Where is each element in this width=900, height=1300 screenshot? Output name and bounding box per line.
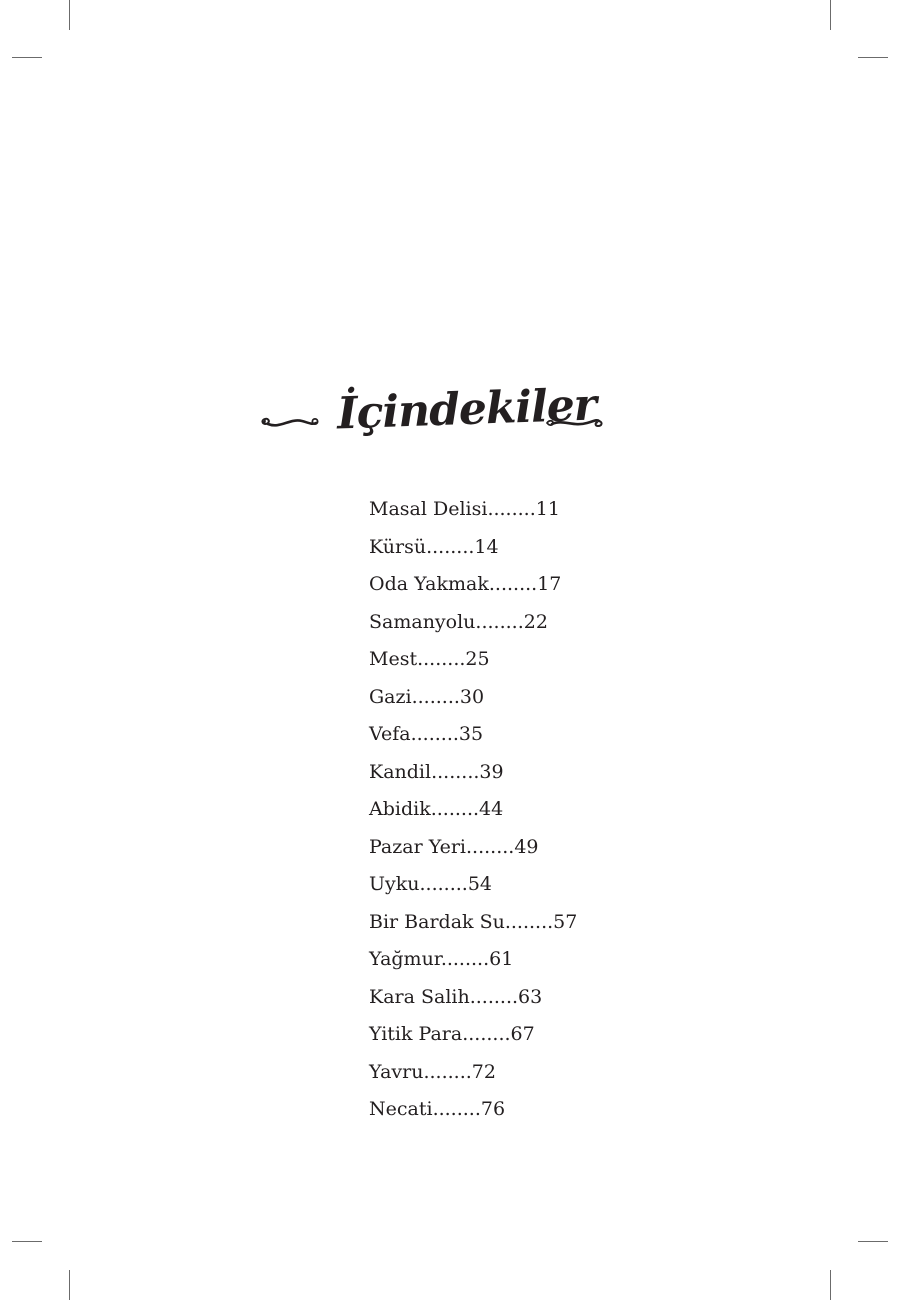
- toc-entry: [369, 1096, 577, 1134]
- crop-mark-bottom-left-horizontal: [12, 1241, 42, 1242]
- crop-mark-bottom-right-horizontal: [858, 1241, 888, 1242]
- toc-entry-title: Yavru: [369, 1060, 424, 1083]
- swirl-ornament-icon: [543, 415, 605, 431]
- toc-entry-page: 67: [510, 1023, 535, 1045]
- toc-entry: [369, 871, 577, 909]
- toc-entry: [369, 609, 577, 647]
- toc-entry-leader: ........: [469, 985, 519, 1008]
- toc-entry-leader: ........: [430, 798, 480, 820]
- toc-entry: [369, 834, 577, 872]
- swirl-ornament-icon: [258, 415, 320, 431]
- toc-entry-title: Oda Yakmak: [369, 573, 489, 595]
- toc-entry-page: 76: [480, 1098, 506, 1120]
- toc-entry-leader: ........: [488, 573, 538, 595]
- toc-entry-leader: ........: [432, 1098, 481, 1120]
- toc-entry-page: 39: [479, 760, 504, 783]
- toc-entry-leader: ........: [504, 910, 554, 933]
- toc-entry-page: 72: [471, 1060, 496, 1083]
- crop-mark-top-right-horizontal: [858, 57, 888, 58]
- toc-entry-title: Mest: [369, 648, 418, 670]
- toc-entry: [369, 759, 577, 797]
- toc-entry-page: 11: [535, 498, 560, 520]
- toc-entry-leader: ........: [410, 723, 459, 745]
- toc-entry: [369, 496, 577, 534]
- toc-entry-title: Kandil: [369, 760, 432, 783]
- toc-entry-title: Pazar Yeri: [369, 835, 467, 858]
- toc-entry-page: 63: [518, 985, 543, 1008]
- toc-entry-title: Kara Salih: [369, 985, 470, 1008]
- toc-entry-page: 22: [523, 610, 548, 633]
- toc-entry-page: 61: [489, 948, 514, 970]
- toc-entry-leader: ........: [475, 610, 524, 633]
- toc-entry-title: Uyku: [369, 873, 420, 895]
- toc-entry-title: Vefa: [369, 723, 411, 745]
- toc-entry-page: 17: [537, 573, 562, 595]
- toc-entry: [369, 571, 577, 609]
- toc-entry-leader: ........: [426, 535, 475, 558]
- toc-entry-title: Necati: [369, 1098, 433, 1120]
- toc-entry: [369, 946, 577, 984]
- toc-entry-leader: ........: [487, 498, 536, 520]
- toc-entry: [369, 796, 577, 834]
- toc-entry: [369, 1021, 577, 1059]
- toc-entry-leader: ........: [423, 1060, 472, 1083]
- toc-entry-title: Yitik Para: [369, 1023, 463, 1045]
- crop-mark-top-left-horizontal: [12, 57, 42, 58]
- toc-entry: [369, 684, 577, 722]
- toc-entry-title: Yağmur: [369, 948, 441, 970]
- toc-entry: [369, 721, 577, 759]
- toc-entry-page: 54: [467, 873, 493, 895]
- toc-entry-leader: ........: [466, 835, 515, 858]
- toc-list: [369, 496, 577, 1134]
- toc-entry-page: 57: [553, 910, 578, 933]
- toc-entry-leader: ........: [419, 873, 468, 895]
- crop-mark-bottom-right-vertical: [830, 1270, 831, 1300]
- toc-entry-page: 30: [459, 685, 485, 708]
- toc-entry: [369, 1059, 577, 1097]
- toc-entry-title: Masal Delisi: [369, 498, 488, 520]
- crop-mark-top-left-vertical: [69, 0, 70, 30]
- toc-entry: [369, 646, 577, 684]
- toc-entry-page: 14: [474, 535, 499, 558]
- toc-entry: [369, 984, 577, 1022]
- toc-entry-page: 35: [458, 723, 484, 745]
- toc-entry-leader: ........: [462, 1023, 511, 1045]
- toc-entry: [369, 534, 577, 572]
- toc-entry-title: Kürsü: [369, 535, 427, 558]
- page-title: İçindekiler: [336, 379, 597, 440]
- toc-entry-leader: ........: [417, 648, 466, 670]
- toc-entry-leader: ........: [431, 760, 480, 783]
- toc-entry-leader: ........: [411, 685, 460, 708]
- crop-mark-top-right-vertical: [830, 0, 831, 30]
- crop-mark-bottom-left-vertical: [69, 1270, 70, 1300]
- toc-entry: [369, 909, 577, 947]
- toc-entry-title: Gazi: [369, 685, 412, 708]
- toc-heading: [0, 379, 900, 465]
- toc-entry-leader: ........: [440, 948, 490, 970]
- toc-entry-page: 44: [479, 798, 504, 820]
- toc-entry-title: Bir Bardak Su: [369, 910, 505, 933]
- toc-entry-page: 25: [465, 648, 490, 670]
- toc-entry-page: 49: [514, 835, 539, 858]
- toc-entry-title: Abidik: [369, 798, 431, 820]
- toc-entry-title: Samanyolu: [369, 610, 476, 633]
